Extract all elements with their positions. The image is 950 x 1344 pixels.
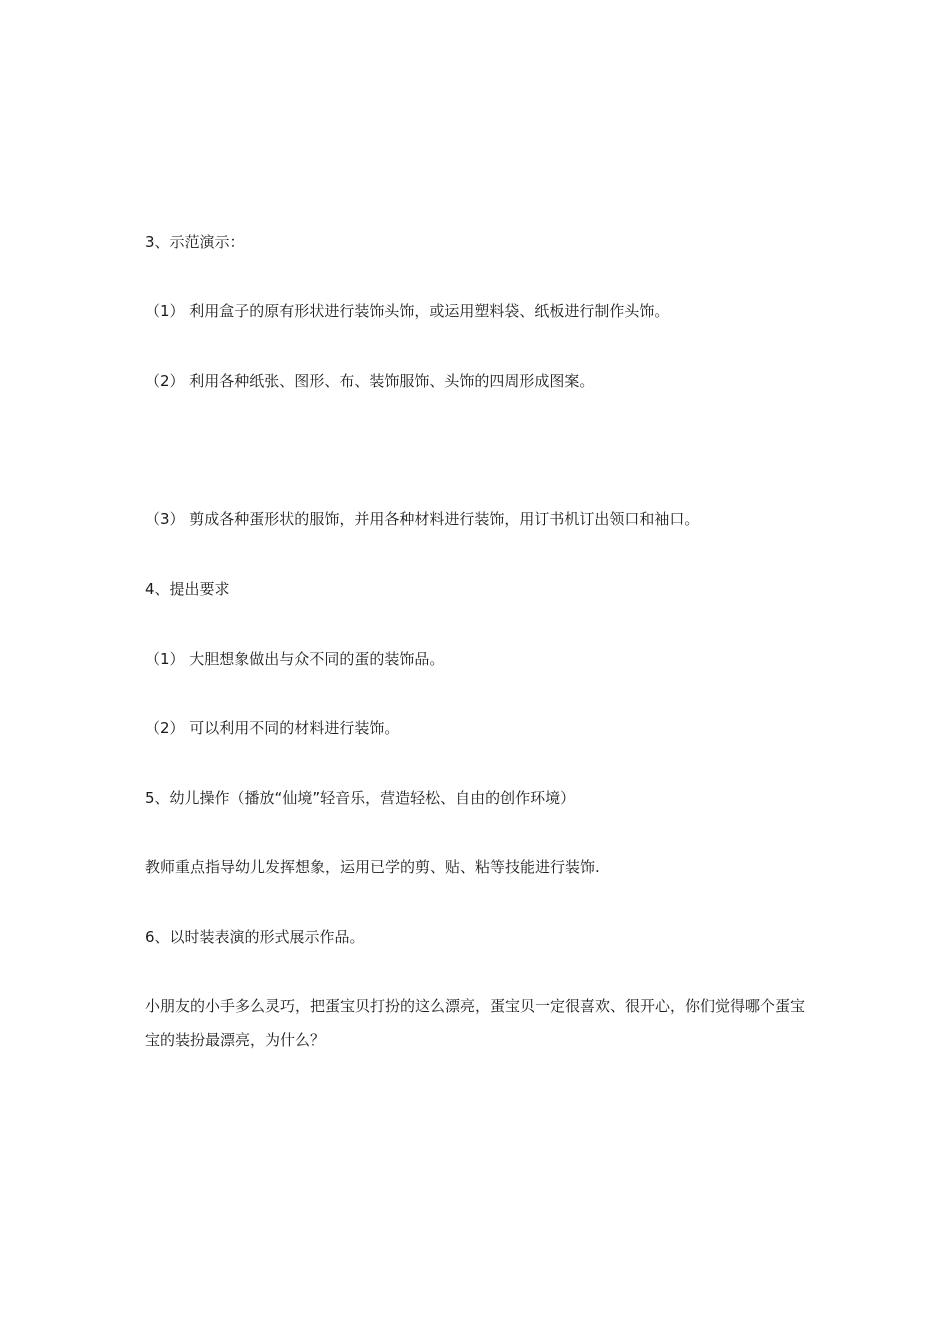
- requirement-2: （2） 可以利用不同的材料进行装饰。: [145, 719, 400, 737]
- heading-show: 6、以时装表演的形式展示作品。: [145, 928, 365, 946]
- heading-demo: 3、示范演示：: [145, 233, 245, 251]
- demo-step-1: （1） 利用盒子的原有形状进行装饰头饰，或运用塑料袋、纸板进行制作头饰。: [145, 302, 670, 320]
- demo-step-2: （2） 利用各种纸张、图形、布、装饰服饰、头饰的四周形成图案。: [145, 372, 595, 390]
- demo-step-3: （3） 剪成各种蛋形状的服饰，并用各种材料进行装饰，用订书机订出领口和袖口。: [145, 510, 700, 528]
- closing-paragraph: 小朋友的小手多么灵巧，把蛋宝贝打扮的这么漂亮，蛋宝贝一定很喜欢、很开心，你们觉得哪个蛋宝宝的装扮最漂亮，为什么？: [145, 997, 806, 1049]
- teacher-guidance: 教师重点指导幼儿发挥想象，运用已学的剪、贴、粘等技能进行装饰.: [145, 858, 600, 876]
- requirement-1: （1） 大胆想象做出与众不同的蛋的装饰品。: [145, 650, 445, 668]
- heading-requirements: 4、提出要求: [145, 580, 230, 598]
- heading-child-operation: 5、幼儿操作（播放“仙境”轻音乐，营造轻松、自由的创作环境）: [145, 789, 576, 807]
